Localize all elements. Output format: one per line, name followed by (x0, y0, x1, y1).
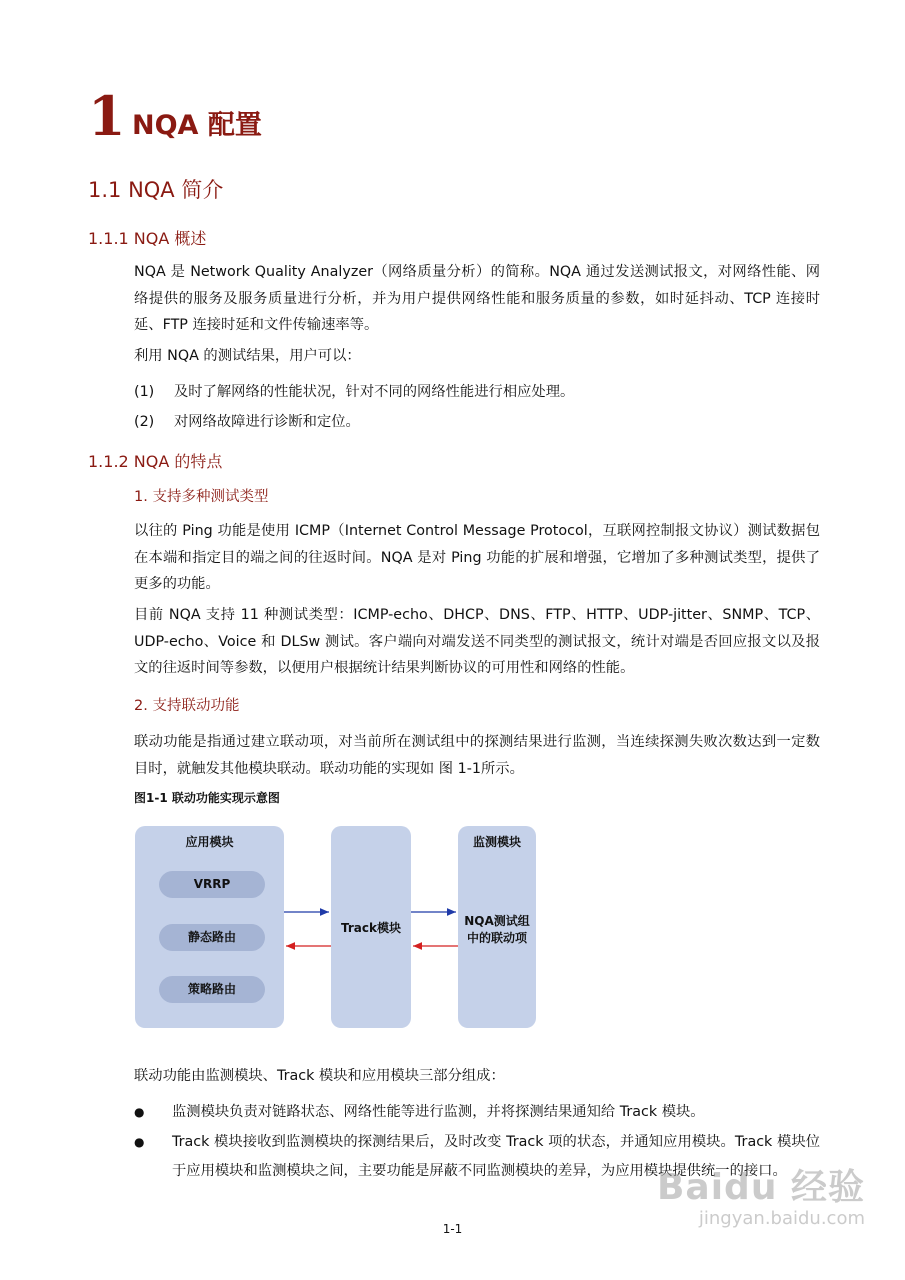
list-item (134, 381, 574, 403)
section-heading-1-1-2: 1.1.2 NQA 的特点 (88, 452, 223, 471)
ping-paragraph: 以往的 Ping 功能是使用 ICMP（Internet Control Message Protocol，互联网控制报文协议）测试数据包在本端和指定目的端之间的往返时间。NQA 是对 Ping 功能的扩展和增强，它增加了多种测试类型，提供了更多的功能。 (134, 523, 820, 592)
figure-caption: 图1-1 联动功能实现示意图 (134, 791, 280, 805)
chapter-title: NQA 配置 (132, 110, 262, 141)
nqa-group-line2: 中的联动项 (466, 931, 527, 945)
monitor-module-title: 监测模块 (472, 835, 521, 849)
list-item-text: 对网络故障进行诊断和定位。 (174, 414, 360, 430)
baidu-watermark (657, 1168, 865, 1230)
bullet-dot: ● (134, 1135, 145, 1149)
vrrp-item: VRRP (159, 871, 265, 898)
bullet-item (134, 1098, 820, 1127)
list-item (134, 411, 360, 433)
chapter-number: 1 (88, 84, 126, 148)
list-item-number: (2) (134, 414, 155, 430)
subheading-test-types: 1. 支持多种测试类型 (134, 489, 269, 505)
section-heading-1-1: 1.1 NQA 简介 (88, 178, 224, 202)
bullet-text: 监测模块负责对链路状态、网络性能等进行监测，并将探测结果通知给 Track 模块。 (172, 1104, 705, 1120)
linkage-diagram (134, 826, 538, 1030)
section-heading-1-1-1: 1.1.1 NQA 概述 (88, 229, 207, 248)
components-intro: 联动功能由监测模块、Track 模块和应用模块三部分组成： (134, 1068, 505, 1084)
application-module-title: 应用模块 (185, 835, 234, 849)
policy-route-item: 策略路由 (159, 976, 265, 1003)
diagram-arrows (134, 826, 538, 1030)
nqa-overview-paragraph: NQA 是 Network Quality Analyzer（网络质量分析）的简称。NQA 通过发送测试报文，对网络性能、网络提供的服务及服务质量进行分析，并为用户提供网络性能和服务质量的参数，如时延抖动、TCP 连接时延、FTP 连接时延和文件传输速率等。 (134, 264, 820, 333)
linkage-paragraph: 联动功能是指通过建立联动项，对当前所在测试组中的探测结果进行监测，当连续探测失败次数达到一定数目时，就触发其他模块联动。联动功能的实现如 图 1-1所示。 (134, 734, 820, 777)
test-types-paragraph: 目前 NQA 支持 11 种测试类型：ICMP-echo、DHCP、DNS、FTP、HTTP、UDP-jitter、SNMP、TCP、UDP-echo、Voice 和 DLSw 测试。客户端向对端发送不同类型的测试报文，统计对端是否回应报文以及报文的往返时间等参数，以便用户根据统计结果判断协议的可用性和网络的性能。 (134, 607, 820, 676)
watermark-brand: Baidu 经验 (656, 1167, 865, 1208)
watermark-url: jingyan.baidu.com (698, 1208, 865, 1229)
nqa-group-line1: NQA测试组 (464, 914, 530, 928)
nqa-usage-intro: 利用 NQA 的测试结果，用户可以： (134, 348, 361, 364)
list-item-number: (1) (134, 384, 155, 400)
page-number: 1-1 (442, 1222, 463, 1236)
list-item-text: 及时了解网络的性能状况，针对不同的网络性能进行相应处理。 (174, 384, 575, 400)
subheading-linkage: 2. 支持联动功能 (134, 698, 240, 714)
bullet-dot: ● (134, 1105, 145, 1119)
static-route-item: 静态路由 (159, 924, 265, 951)
bullet-text: Track 模块接收到监测模块的探测结果后，及时改变 Track 项的状态，并通知应用模块。Track 模块位于应用模块和监测模块之间，主要功能是屏蔽不同监测模块的差异，为应用模块提供统一的接口。 (172, 1134, 820, 1179)
track-module-title: Track模块 (341, 921, 401, 935)
